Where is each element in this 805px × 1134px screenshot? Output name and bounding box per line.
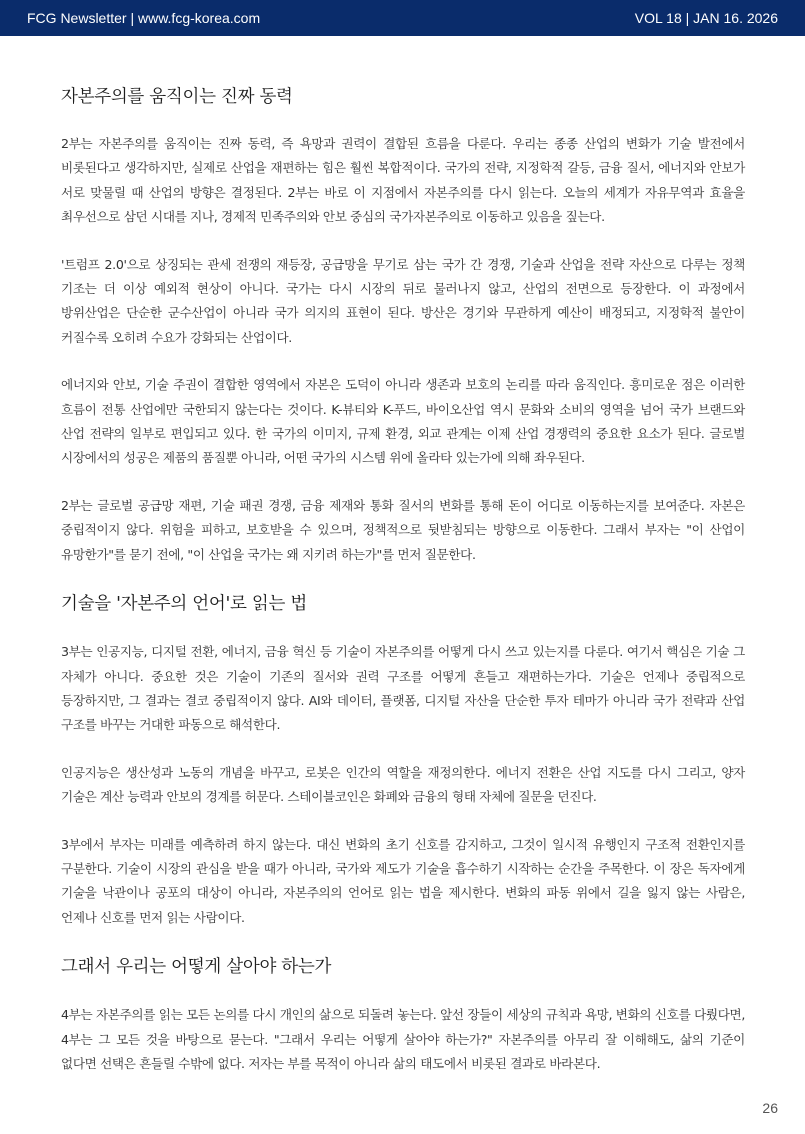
paragraph: 2부는 자본주의를 움직이는 진짜 동력, 즉 욕망과 권력이 결합된 흐름을 다룬다. 우리는 종종 산업의 변화가 기술 발전에서 비롯된다고 생각하지만, 실제로 산업을 재편하는 힘은 훨씬 복합적이다. 국가의 전략, 지정학적 갈등, 금융 질서, 에너지와 안보가 서로 맞물릴 때 산업의 방향은 결정된다. 2부는 바로 이 지점에서 자본주의를 다시 읽는다. 오늘의 세계가 자유무역과 효율을 최우선으로 삼던 시대를 지나, 경제적 민족주의와 안보 중심의 국가자본주의로 이동하고 있음을 짚는다. (61, 136, 745, 225)
paragraph: 4부는 자본주의를 읽는 모든 논의를 다시 개인의 삶으로 되돌려 놓는다. 앞선 장들이 세상의 규칙과 욕망, 변화의 신호를 다뤘다면, 4부는 그 모든 것을 바탕으로 묻는다. "그래서 우리는 어떻게 살아야 하는가?" 자본주의를 아무리 잘 이해해도, 삶의 기준이 없다면 선택은 흔들릴 수밖에 없다. 저자는 부를 목적이 아니라 삶의 태도에서 비롯된 결과로 바라본다. (61, 1007, 745, 1071)
paragraph: 3부에서 부자는 미래를 예측하려 하지 않는다. 대신 변화의 초기 신호를 감지하고, 그것이 일시적 유행인지 구조적 전환인지를 구분한다. 기술이 시장의 관심을 받을 때가 아니라, 국가와 제도가 기술을 흡수하기 시작하는 순간을 주목한다. 이 장은 독자에게 기술을 낙관이나 공포의 대상이 아니라, 자본주의의 언어로 읽는 법을 제시한다. 변화의 파동 위에서 길을 잃지 않는 사람은, 언제나 신호를 먼저 읽는 사람이다. (61, 836, 745, 925)
header-bar (0, 0, 805, 36)
paragraph: 3부는 인공지능, 디지털 전환, 에너지, 금융 혁신 등 기술이 자본주의를 어떻게 다시 쓰고 있는지를 다룬다. 여기서 핵심은 기술 그 자체가 아니다. 중요한 것은 기술이 기존의 질서와 권력 구조를 어떻게 흔들고 재편하는가다. 기술은 언제나 중립적으로 등장하지만, 그 결과는 결코 중립적이지 않다. AI와 데이터, 플랫폼, 디지털 자산을 단순한 투자 테마가 아니라 국가 전략과 산업 구조를 바꾸는 거대한 파동으로 해석한다. (61, 644, 745, 733)
newsletter-site: FCG Newsletter | www.fcg-korea.com (27, 10, 261, 26)
paragraph: 에너지와 안보, 기술 주권이 결합한 영역에서 자본은 도덕이 아니라 생존과 보호의 논리를 따라 움직인다. 흥미로운 점은 이러한 흐름이 전통 산업에만 국한되지 않는다는 것이다. K-뷰티와 K-푸드, 바이오산업 역시 문화와 소비의 영역을 넘어 국가 브랜드와 산업 전략의 일부로 편입되고 있다. 한 국가의 이미지, 규제 환경, 외교 관계는 이제 산업 경쟁력의 중요한 요소가 된다. 글로벌 시장에서의 성공은 제품의 품질뿐 아니라, 어떤 국가의 시스템 위에 올라타 있는가에 의해 좌우된다. (61, 377, 745, 466)
page-number: 26 (762, 1100, 778, 1116)
section-heading-2: 기술을 '자본주의 언어'로 읽는 법 (61, 594, 307, 615)
article-body (61, 84, 745, 1076)
issue-date: VOL 18 | JAN 16. 2026 (634, 10, 778, 26)
paragraph: 인공지능은 생산성과 노동의 개념을 바꾸고, 로봇은 인간의 역할을 재정의한다. 에너지 전환은 산업 지도를 다시 그리고, 양자 기술은 계산 능력과 안보의 경계를 허문다. 스테이블코인은 화폐와 금융의 형태 자체에 질문을 던진다. (61, 764, 745, 805)
paragraph: 2부는 글로벌 공급망 재편, 기술 패권 경쟁, 금융 제재와 통화 질서의 변화를 통해 돈이 어디로 이동하는지를 보여준다. 자본은 중립적이지 않다. 위험을 피하고, 보호받을 수 있으며, 정책적으로 뒷받침되는 방향으로 이동한다. 그래서 부자는 "이 산업이 유망한가"를 묻기 전에, "이 산업을 국가는 왜 지키려 하는가"를 먼저 질문한다. (61, 497, 745, 562)
paragraph: '트럼프 2.0'으로 상징되는 관세 전쟁의 재등장, 공급망을 무기로 삼는 국가 간 경쟁, 기술과 산업을 전략 자산으로 다루는 정책 기조는 더 이상 예외적 현상이 아니다. 국가는 다시 시장의 뒤로 물러나지 않고, 산업의 전면으로 등장한다. 이 과정에서 방위산업은 단순한 군수산업이 아니라 국가 의지의 표현이 된다. 방산은 경기와 무관하게 예산이 배정되고, 지정학적 불안이 커질수록 오히려 수요가 강화되는 산업이다. (61, 256, 745, 345)
section-heading-3: 그래서 우리는 어떻게 살아야 하는가 (61, 957, 332, 978)
section-heading-1: 자본주의를 움직이는 진짜 동력 (61, 87, 293, 107)
